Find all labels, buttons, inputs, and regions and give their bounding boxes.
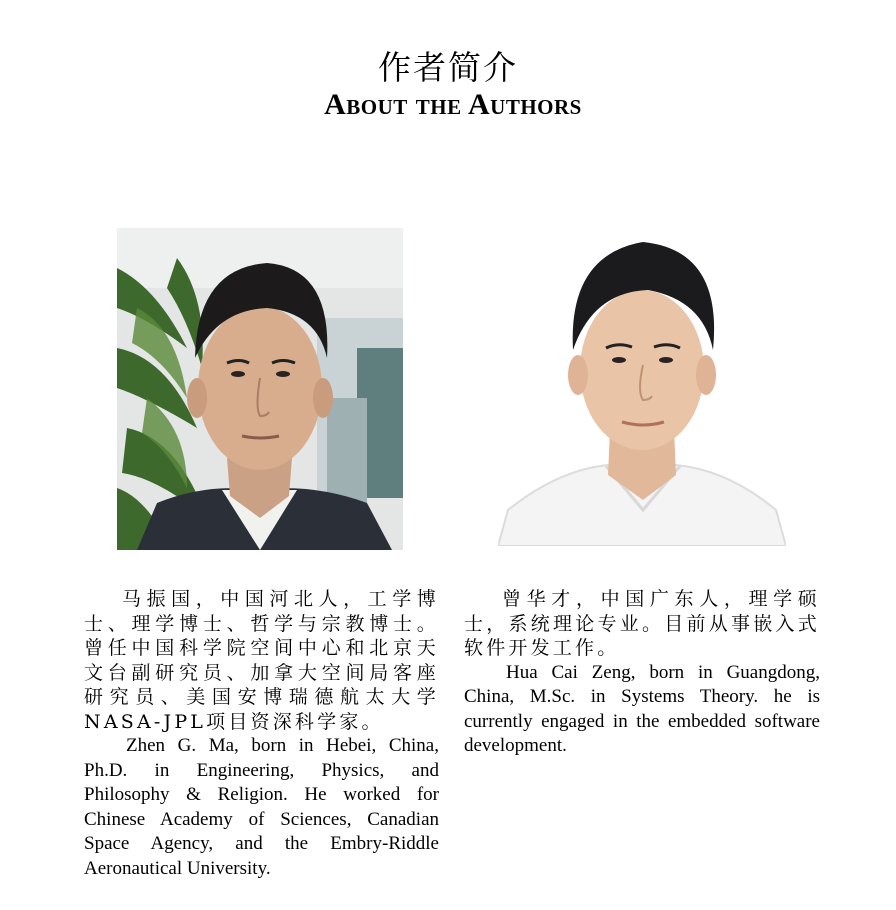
author-bio-chinese: 马振国，中国河北人，工学博士、理学博士、哲学与宗教博士。曾任中国科学院空间中心和北京天文台副研究员、加拿大空间局客座研究员、美国安博瑞德航太大学NASA-JPL项目资深科学家。 bbox=[84, 588, 439, 733]
page-title-chinese: 作者简介 bbox=[378, 48, 518, 87]
author-photo-hua-cai-zeng bbox=[498, 230, 786, 546]
author-bio-column-1 bbox=[84, 587, 439, 881]
author-bio-chinese: 曾华才，中国广东人，理学硕士，系统理论专业。目前从事嵌入式软件开发工作。 bbox=[464, 588, 820, 659]
author-bio-english: Hua Cai Zeng, born in Guangdong, China, M.Sc. in Systems Theory. he is currently engaged in the embedded software development. bbox=[464, 661, 820, 756]
page-title-english: About the Authors bbox=[324, 88, 582, 121]
author-bio-column-2 bbox=[464, 587, 820, 759]
author-bio-english: Zhen G. Ma, born in Hebei, China, Ph.D. in Engineering, Physics, and Philosophy & Religion. He worked for Chinese Academy of Sciences, Canadian Space Agency, and the Embry-Riddle Aeronautical University. bbox=[84, 735, 439, 879]
author-photo-zhen-ma bbox=[117, 228, 403, 550]
